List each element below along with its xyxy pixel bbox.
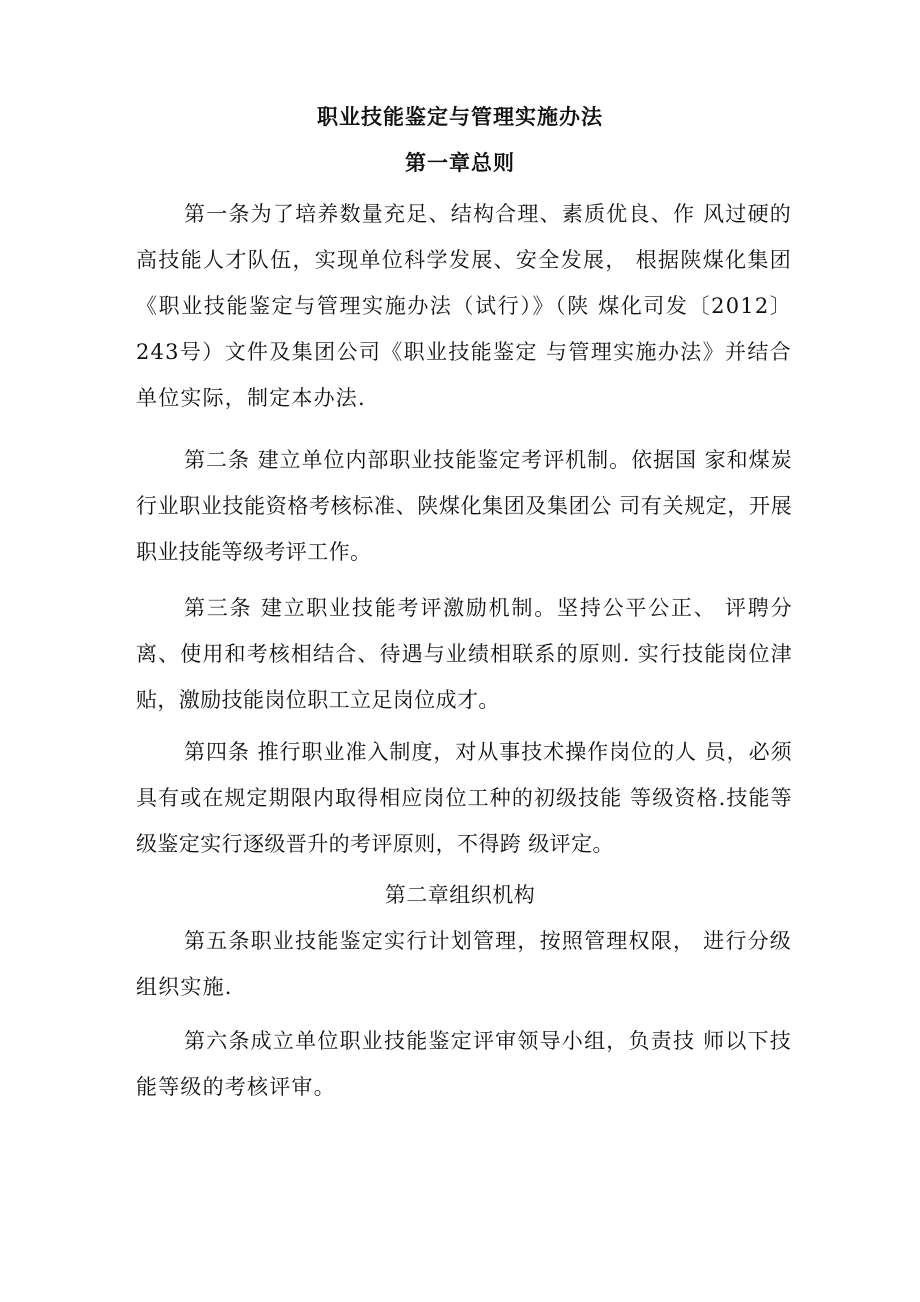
article-6: 第六条成立单位职业技能鉴定评审领导小组，负责技 师以下技能等级的考核评审。 <box>136 1029 792 1099</box>
chapter-2-heading: 第二章组织机构 <box>384 883 536 907</box>
article-5: 第五条职业技能鉴定实行计划管理，按照管理权限， 进行分级组织实施. <box>136 929 792 999</box>
article-2: 第二条 建立单位内部职业技能鉴定考评机制。依据国 家和煤炭行业职业技能资格考核标准、陕煤化集团及集团公 司有关规定，开展职业技能等级考评工作。 <box>136 448 792 564</box>
chapter-1-heading: 第一章总则 <box>405 151 515 175</box>
document-title: 职业技能鉴定与管理实施办法 <box>317 105 603 129</box>
article-3: 第三条 建立职业技能考评激励机制。坚持公平公正、 评聘分离、使用和考核相结合、待遇与业绩相联系的原则. 实行技能岗位津贴，激励技能岗位职工立足岗位成才。 <box>136 596 792 712</box>
article-1: 第一条为了培养数量充足、结构合理、素质优良、作 风过硬的高技能人才队伍，实现单位科学发展、安全发展， 根据陕煤化集团《职业技能鉴定与管理实施办法（试行）》（陕 煤化司发〔2012〕243号）文件及集团公司《职业技能鉴定 与管理实施办法》并结合单位实际，制定本办法. <box>136 202 792 410</box>
article-4: 第四条 推行职业准入制度，对从事技术操作岗位的人 员，必须具有或在规定期限内取得相应岗位工种的初级技能 等级资格.技能等级鉴定实行逐级晋升的考评原则，不得跨 级评定。 <box>136 740 792 856</box>
